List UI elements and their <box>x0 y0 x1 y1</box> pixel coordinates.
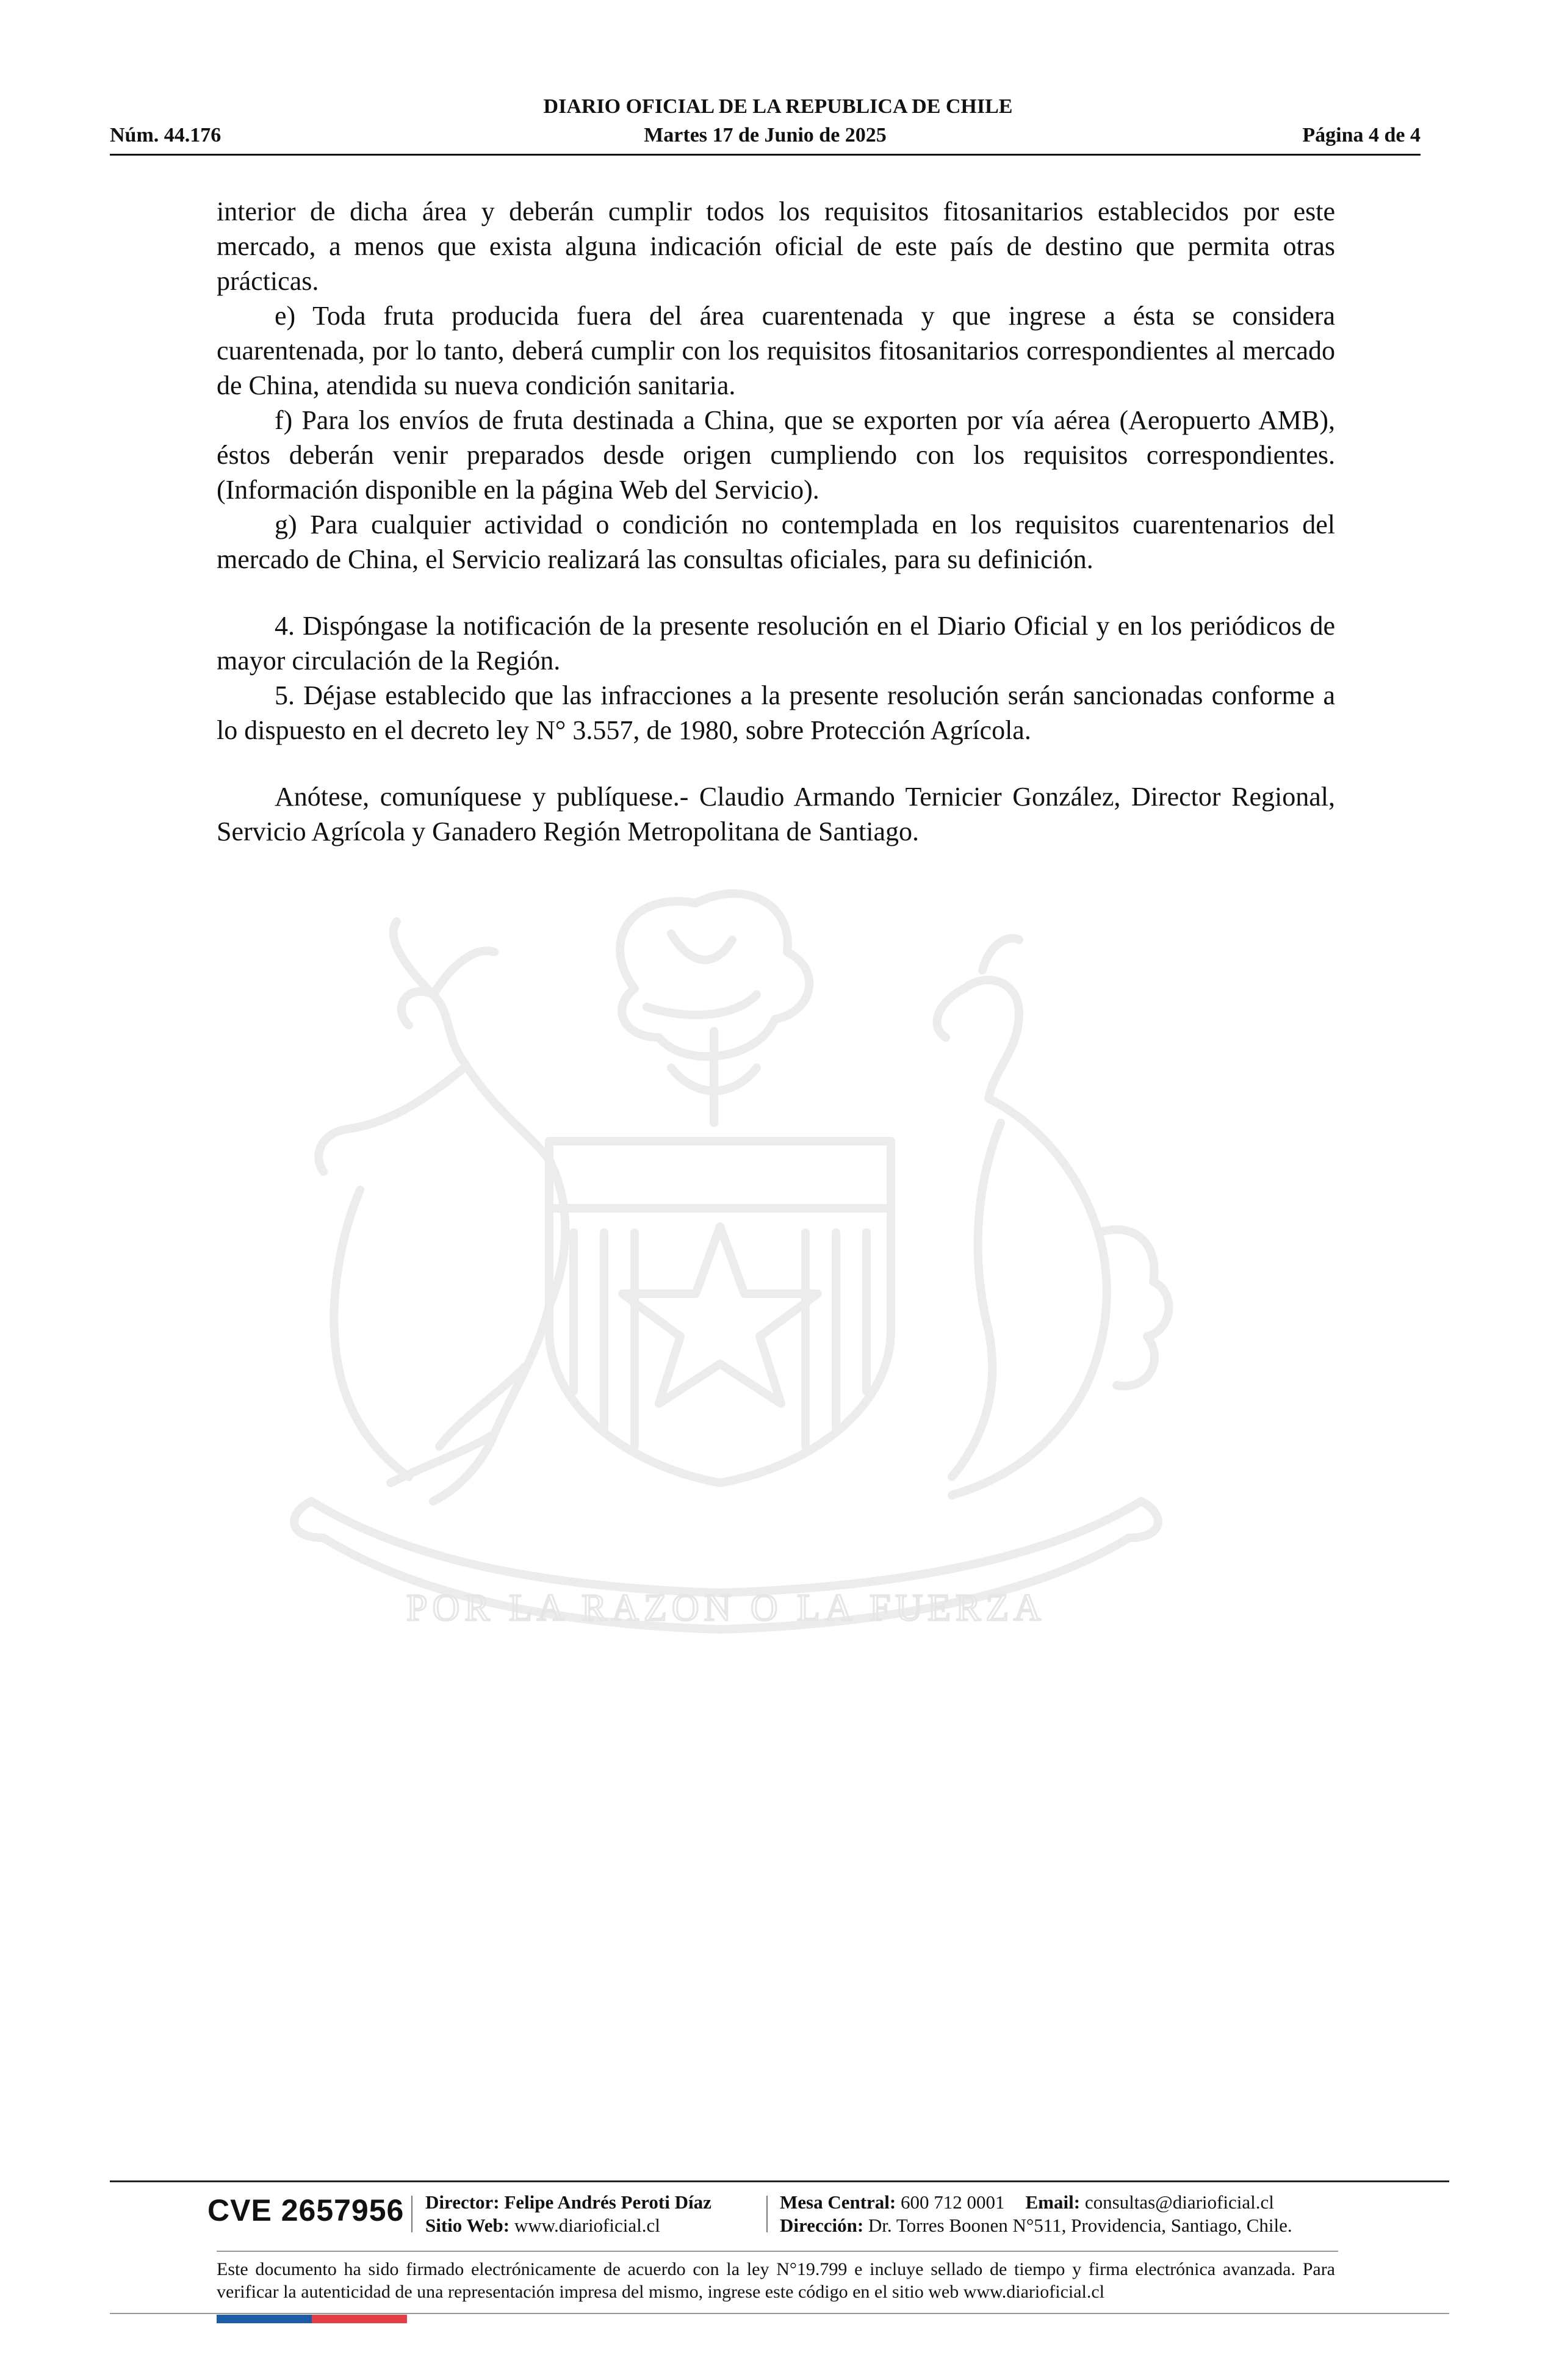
phone-label: Mesa Central: <box>780 2191 896 2213</box>
footer-divider-middle <box>217 2251 1338 2252</box>
paragraph-continuation: interior de dicha área y deberán cumplir todos los requisitos fitosanitarios establecidos por este mercado, a menos que exista alguna indicación oficial de este país de destino que permita otras prácticas. <box>217 197 1335 296</box>
footer-column-separator <box>411 2196 412 2232</box>
director-name: Felipe Andrés Peroti Díaz <box>504 2191 711 2213</box>
cve-code: CVE 2657956 <box>207 2193 405 2227</box>
newspaper-title: DIARIO OFICIAL DE LA REPUBLICA DE CHILE <box>543 95 1013 118</box>
coat-of-arms-watermark-icon <box>207 867 1245 1672</box>
electronic-signature-note: Este documento ha sido firmado electrónicamente de acuerdo con la ley N°19.799 e incluye sellado de tiempo y firma electrónica avanzada. Para verificar la autenticidad de una representación impresa del mismo, ingrese este código en el sitio web www.diarioficial.cl <box>217 2259 1335 2302</box>
footer-director-block <box>425 2191 711 2237</box>
flag-color-bar <box>217 2315 407 2323</box>
director-label: Director: <box>425 2191 500 2213</box>
website-link[interactable]: www.diarioficial.cl <box>514 2215 660 2236</box>
paragraph-item-g: g) Para cualquier actividad o condición no contemplada en los requisitos cuarentenarios del mercado de China, el Servicio realizará las consultas oficiales, para su definición. <box>217 510 1335 574</box>
page-number: Página 4 de 4 <box>1302 124 1421 146</box>
header-divider <box>110 154 1421 156</box>
paragraph-article-4: 4. Dispóngase la notificación de la presente resolución en el Diario Oficial y en los periódicos de mayor circulación de la Región. <box>217 611 1335 676</box>
paragraph-spacer <box>217 748 1335 779</box>
document-body <box>217 194 1335 849</box>
footer-divider-bottom <box>110 2313 1449 2314</box>
issue-date: Martes 17 de Junio de 2025 <box>644 124 887 146</box>
flag-red-segment <box>312 2315 407 2323</box>
paragraph-signature: Anótese, comuníquese y publíquese.- Claudio Armando Ternicier González, Director Regional, Servicio Agrícola y Ganadero Región Metropolitana de Santiago. <box>217 782 1335 846</box>
footer-column-separator <box>766 2196 768 2232</box>
email-link[interactable]: consultas@diarioficial.cl <box>1084 2191 1274 2213</box>
seal-motto: POR LA RAZON O LA FUERZA <box>406 1587 1046 1629</box>
flag-blue-segment <box>217 2315 312 2323</box>
header-row <box>110 122 1421 149</box>
footer-contact-block <box>780 2191 1292 2237</box>
paragraph-article-5: 5. Déjase establecido que las infracciones a la presente resolución serán sancionadas conforme a lo dispuesto en el decreto ley N° 3.557, de 1980, sobre Protección Agrícola. <box>217 680 1335 745</box>
address-label: Dirección: <box>780 2215 864 2236</box>
issue-number: Núm. 44.176 <box>110 124 222 146</box>
paragraph-item-f: f) Para los envíos de fruta destinada a China, que se exporten por vía aérea (Aeropuerto AMB), éstos deberán venir preparados desde origen cumpliendo con los requisitos correspondientes. (Información disponible en la página Web del Servicio). <box>217 405 1335 505</box>
paragraph-item-e: e) Toda fruta producida fuera del área cuarentenada y que ingrese a ésta se considera cuarentenada, por lo tanto, deberá cumplir con los requisitos fitosanitarios correspondientes al mercado de China, atendida su nueva condición sanitaria. <box>217 301 1335 400</box>
email-label: Email: <box>1025 2191 1081 2213</box>
paragraph-spacer <box>217 577 1335 608</box>
address-value: Dr. Torres Boonen N°511, Providencia, Santiago, Chile. <box>868 2215 1292 2236</box>
website-label: Sitio Web: <box>425 2215 510 2236</box>
phone-number: 600 712 0001 <box>901 2191 1005 2213</box>
footer-divider-top <box>110 2180 1449 2182</box>
